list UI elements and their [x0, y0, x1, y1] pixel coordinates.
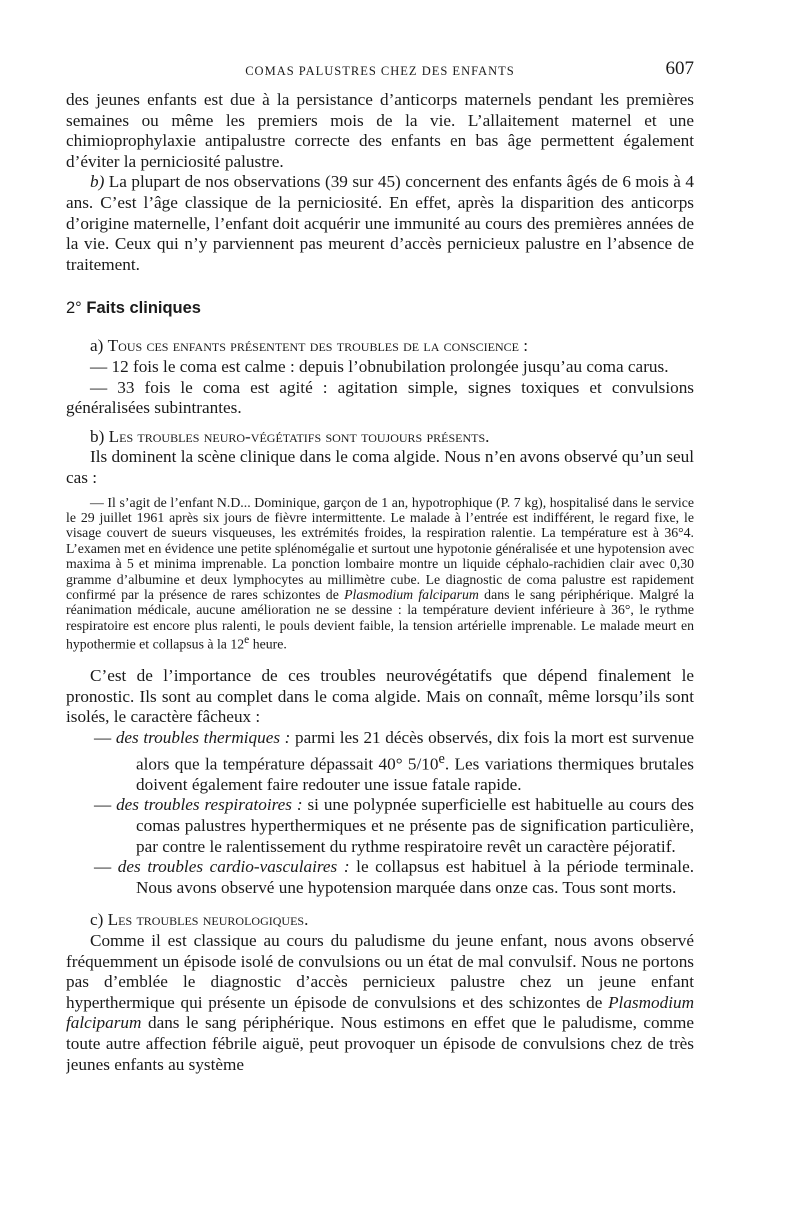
list-label-cardiovascular: des troubles cardio-vasculaires :: [117, 857, 350, 877]
section-title: Faits cliniques: [86, 299, 201, 318]
case-text-end: heure.: [249, 636, 287, 652]
paragraph-algid-intro: Ils dominent la scène clinique dans le coma algide. Nous n’en avons observé qu’un seul cas :: [66, 447, 694, 487]
subheading-consciousness: [66, 336, 694, 357]
paragraph-age-distribution: [66, 172, 694, 275]
list-item-thermal: [66, 728, 694, 796]
case-text-before: — Il s’agit de l’enfant N.D... Dominique, garçon de 1 an, hypotrophique (P. 7 kg), hospitalisé dans le service le 29 juillet 1961 après six jours de fièvre intermittente. Le malade à l’entrée est indifférent, le regard fixe, le visage couvert de sueurs visqueuses, les extrémités froides, la respiration ralentie. La température est à 36°4. L’examen met en évidence une petite splénomégalie et surtout une hypotonie généralisée et une hypotension avec maxima à 5 et minima imprenable. La ponction lombaire montre un liquide céphalo-rachidien clair avec 0,30 gramme d’albumine et deux lymphocytes au millimètre cube. Le diagnostic de coma palustre est rapidement confirmé par la présence de rares schizontes de: [66, 494, 694, 602]
list-superscript: e: [438, 750, 445, 767]
list-item-respiratory: [66, 795, 694, 857]
subheading-b-label: b): [90, 426, 105, 446]
convulsions-text-before: Comme il est classique au cours du paludisme du jeune enfant, nous avons observé fréquemment un épisode isolé de convulsions ou un état de mal convulsif. Nous ne portons pas d’emblée le diagnostic d’accès pernicieux palustre chez un jeune enfant hyperthermique qui présente un épisode de convulsions et des schizontes de: [66, 931, 694, 1012]
subheading-b-title: Les troubles neuro-végétatifs sont toujours présents.: [108, 426, 490, 446]
list-dash: —: [94, 857, 112, 877]
running-title: COMAS PALUSTRES CHEZ DES ENFANTS: [245, 64, 515, 78]
page-number: 607: [665, 58, 694, 79]
list-dash: —: [94, 727, 112, 747]
list-text-cardiovascular: le collapsus est habituel à la période terminale. Nous avons observé une hypotension marquée dans onze cas. Tous sont morts.: [136, 857, 694, 897]
item-agitated-coma: — 33 fois le coma est agité : agitation simple, signes toxiques et convulsions généralisées subintrantes.: [66, 377, 694, 418]
list-label-thermal: des troubles thermiques :: [115, 727, 291, 747]
convulsions-species: Plasmodium falciparum: [66, 992, 694, 1033]
item-calm-coma: — 12 fois le coma est calme : depuis l’obnubilation prolongée jusqu’au coma carus.: [90, 356, 669, 376]
section-number: 2°: [66, 299, 82, 318]
list-text-thermal: parmi les 21 décès observés, dix fois la mort est survenue alors que la température dépassait 40° 5/10: [136, 727, 694, 774]
case-report: [66, 495, 694, 653]
subheading-a-label: a): [90, 336, 104, 356]
subheading-neurological: [66, 910, 694, 931]
document-page: [66, 58, 694, 1218]
section-heading-clinical: [66, 299, 694, 318]
paragraph-maternal-antibodies: des jeunes enfants est due à la persistance d’anticorps maternels pendant les premières semaines ou même les premiers mois de la vie. L’allaitement maternel et une chimioprophylaxie antipalustre correcte des enfants en bas âge permettent également d’éviter la perniciosité palustre.: [66, 90, 694, 171]
list-text-thermal-end: . Les variations thermiques brutales doivent également faire redouter une issue fatale rapide.: [136, 754, 694, 794]
paragraph-convulsions: [66, 931, 694, 1075]
list-label-respiratory: des troubles respiratoires :: [116, 795, 303, 815]
case-species: Plasmodium falciparum: [344, 586, 479, 602]
convulsions-text-after: dans le sang périphérique. Nous estimons en effet que le paludisme, comme toute autre affection fébrile aiguë, peut provoquer un épisode de convulsions chez de très jeunes enfants au système: [66, 1013, 694, 1074]
paragraph-prognosis: C’est de l’importance de ces troubles neurovégétatifs que dépend finalement le pronostic. Ils sont au complet dans le coma algide. Mais on connaît, même lorsqu’ils sont isolés, le caractère fâcheux :: [66, 666, 694, 727]
subheading-a-title: Tous ces enfants présentent des troubles de la conscience :: [107, 336, 529, 356]
paragraph-age-text: La plupart de nos observations (39 sur 45) concernent des enfants âgés de 6 mois à 4 ans. C’est l’âge classique de la perniciosité. En effet, après la disparition des anticorps d’origine maternelle, l’enfant doit acquérir une immunité au cours des premières années de la vie. Ceux qui n’y parviennent pas meurent d’accès pernicieux palustre en l’absence de traitement.: [66, 172, 694, 274]
list-item-cardiovascular: [66, 857, 694, 898]
case-superscript: e: [244, 634, 250, 647]
item-label-b: b): [90, 172, 105, 192]
list-dash: —: [94, 795, 112, 815]
subheading-c-title: Les troubles neurologiques.: [107, 910, 309, 930]
running-header: [66, 58, 694, 86]
subheading-c-label: c): [90, 910, 104, 930]
subheading-neurovegetative: [66, 427, 694, 448]
list-text-respiratory: si une polypnée superficielle est habituelle au cours des comas palustres hyperthermiques et ne présente pas de signification particulière, par contre le ralentissement du rythme respiratoire revêt un caractère péjoratif.: [136, 795, 694, 856]
case-text-after: dans le sang périphérique. Malgré la réanimation médicale, aucune amélioration ne se dessine : la température devient inférieure à 36°, le rythme respiratoire est encore plus ralenti, le pouls devient faible, la tension artérielle imprenable. Le malade meurt en hypothermie et collapsus à la 12: [66, 586, 694, 652]
